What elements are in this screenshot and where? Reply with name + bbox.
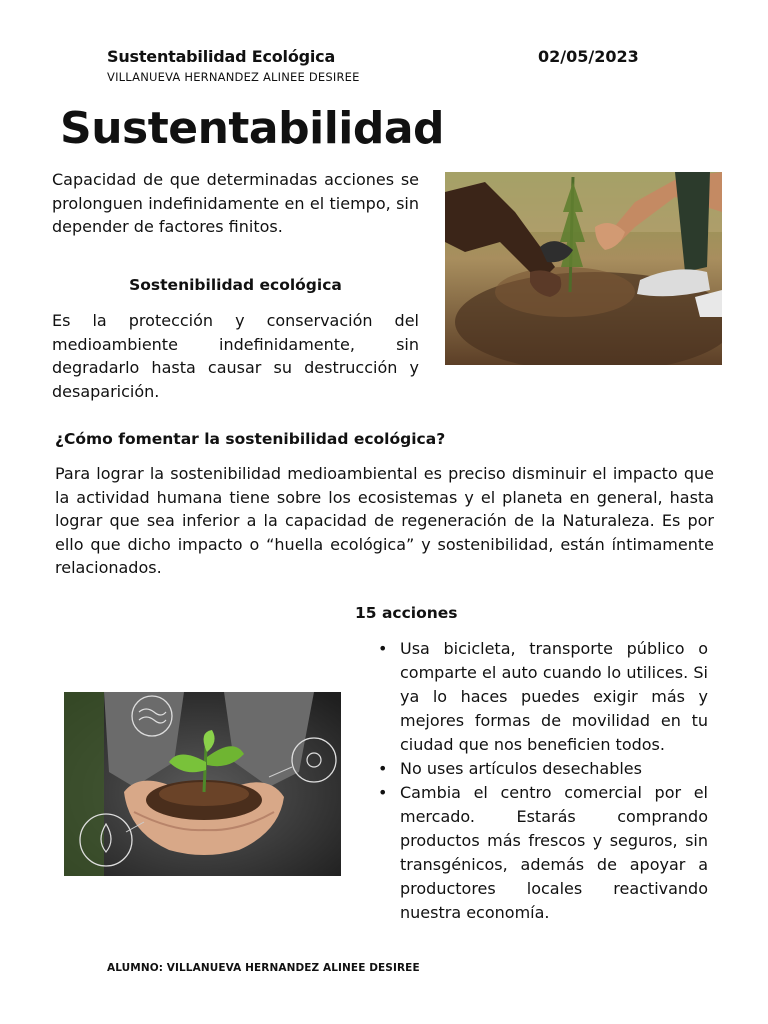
how-heading: ¿Cómo fomentar la sostenibilidad ecológica? — [55, 430, 446, 448]
header-course: Sustentabilidad Ecológica — [107, 47, 336, 66]
definition-paragraph: Capacidad de que determinadas acciones se prolonguen indefinidamente en el tiempo, sin depender de factores finitos. — [52, 170, 419, 236]
header-date: 02/05/2023 — [538, 47, 639, 66]
how-paragraph: Para lograr la sostenibilidad medioambiental es preciso disminuir el impacto que la actividad humana tiene sobre los ecosistemas y el planeta en general, hasta lograr que sea inferior a la capacidad de regeneración de la Naturaleza. Es por ello que dicho impacto o “huella ecológica” y sostenibilidad, están íntimamente relacionados. — [55, 464, 714, 577]
list-item: • No uses artículos desechables — [378, 757, 708, 781]
planting-photo-drawing — [445, 172, 722, 365]
header-author: VILLANUEVA HERNANDEZ ALINEE DESIREE — [107, 70, 360, 84]
sprout-photo-drawing — [64, 692, 341, 876]
sprout-photo — [64, 692, 341, 876]
list-item: • Usa bicicleta, transporte público o comparte el auto cuando lo utilices. Si ya lo haces puedes exigir más y mejores formas de movilidad en tu ciudad que nos beneficien todos. — [378, 637, 708, 757]
list-item: • Cambia el centro comercial por el mercado. Estarás comprando productos más frescos y seguros, sin transgénicos, además de apoyar a productores locales reactivando nuestra economía. — [378, 781, 708, 925]
actions-heading: 15 acciones — [355, 604, 458, 622]
eco-paragraph: Es la protección y conservación del medioambiente indefinidamente, sin degradarlo hasta causar su destrucción y desaparición. — [52, 311, 419, 401]
page-title: Sustentabilidad — [60, 103, 445, 154]
eco-heading: Sostenibilidad ecológica — [129, 276, 342, 294]
footer-student: ALUMNO: VILLANUEVA HERNANDEZ ALINEE DESIREE — [107, 962, 420, 974]
actions-list — [378, 637, 708, 925]
planting-photo — [445, 172, 722, 365]
